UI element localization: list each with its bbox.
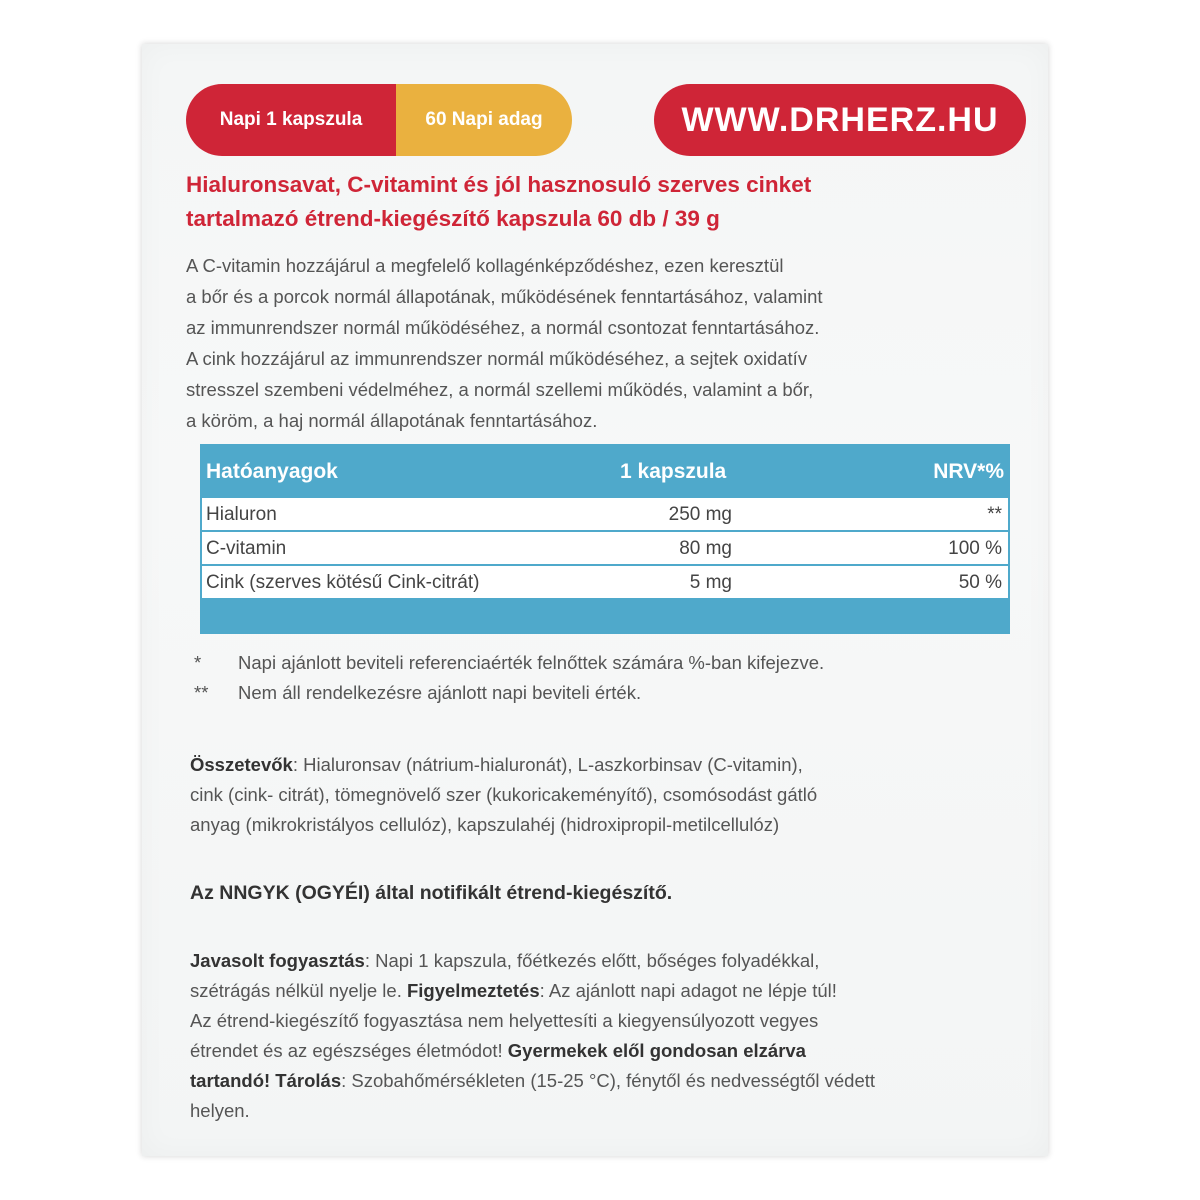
product-description: [186, 250, 1026, 436]
ingredients-line: anyag (mikrokristályos cellulóz), kapszulahéj (hidroxipropil-metilcellulóz): [190, 814, 780, 835]
usage-text: : Az ajánlott napi adagot ne lépje túl!: [539, 980, 837, 1001]
usage-label: Javasolt fogyasztás: [190, 950, 365, 971]
usage-line: [190, 1066, 1030, 1096]
title-line: Hialuronsavat, C-vitamint és jól hasznosuló szerves cinket: [186, 172, 812, 197]
description-line: A C-vitamin hozzájárul a megfelelő kollagénképződéshez, ezen keresztül: [186, 255, 784, 276]
ingredients-line: [190, 750, 1010, 780]
footnote-mark: **: [194, 682, 209, 703]
ingredients-line: cink (cink- citrát), tömegnövelő szer (kukoricakeményítő), csomósodást gátló: [190, 784, 818, 805]
header-nrv: NRV*%: [933, 460, 1004, 483]
cell-nrv: **: [987, 504, 1002, 525]
table-header: [202, 446, 1008, 498]
footnote-mark: *: [194, 652, 202, 673]
cell-amount: 5 mg: [689, 572, 732, 593]
cell-amount: 250 mg: [668, 504, 732, 525]
daily-doses-badge: 60 Napi adag: [396, 84, 572, 156]
nutrition-table: [200, 444, 1010, 634]
usage-line: [190, 976, 1030, 1006]
footnote: [194, 678, 1014, 708]
header-active-ingredients: Hatóanyagok: [206, 460, 338, 483]
description-line: az immunrendszer normál működéséhez, a normál csontozat fenntartásához.: [186, 317, 820, 338]
footnote: [194, 648, 1014, 678]
ingredients-text: : Hialuronsav (nátrium-hialuronát), L-aszkorbinsav (C-vitamin),: [292, 754, 803, 775]
table-row: [202, 532, 1008, 566]
usage-line: [190, 946, 1030, 976]
description-line: a köröm, a haj normál állapotának fenntartásához.: [186, 410, 598, 431]
storage-label: tartandó! Tárolás: [190, 1070, 342, 1091]
table-row: [202, 498, 1008, 532]
usage-line: [190, 1036, 1030, 1066]
usage-text: : Napi 1 kapszula, főétkezés előtt, bőséges folyadékkal,: [364, 950, 820, 971]
notification-statement: Az NNGYK (OGYÉI) által notifikált étrend-kiegészítő.: [190, 882, 673, 904]
footnotes: [194, 648, 1014, 708]
cell-ingredient: C-vitamin: [206, 538, 287, 559]
usage-line: helyen.: [190, 1100, 250, 1121]
header-per-capsule: 1 kapszula: [620, 460, 727, 483]
cell-nrv: 50 %: [958, 572, 1002, 593]
ingredients-label: Összetevők: [190, 754, 293, 775]
product-title: [186, 168, 1026, 236]
description-line: A cink hozzájárul az immunrendszer normál működéséhez, a sejtek oxidatív: [186, 348, 808, 369]
cell-amount: 80 mg: [679, 538, 732, 559]
child-warning-label: Gyermekek elől gondosan elzárva: [507, 1040, 806, 1061]
table-footer-bar: [202, 600, 1008, 634]
usage-text: étrendet és az egészséges életmódot!: [190, 1040, 508, 1061]
website-link[interactable]: WWW.DRHERZ.HU: [654, 84, 1026, 156]
footnote-text: Napi ajánlott beviteli referenciaérték felnőttek számára %-ban kifejezve.: [238, 652, 825, 673]
title-line: tartalmazó étrend-kiegészítő kapszula 60 db / 39 g: [186, 206, 720, 231]
description-line: a bőr és a porcok normál állapotának, működésének fenntartásához, valamint: [186, 286, 823, 307]
usage-section: [190, 946, 1030, 1126]
table-row: [202, 566, 1008, 600]
warning-label: Figyelmeztetés: [406, 980, 540, 1001]
usage-line: Az étrend-kiegészítő fogyasztása nem helyettesíti a kiegyensúlyozott vegyes: [190, 1010, 819, 1031]
cell-ingredient: Hialuron: [206, 504, 277, 525]
description-line: stresszel szembeni védelméhez, a normál szellemi működés, valamint a bőr,: [186, 379, 814, 400]
usage-text: : Szobahőmérsékleten (15-25 °C), fénytől és nedvességtől védett: [341, 1070, 876, 1091]
ingredients-section: [190, 750, 1010, 840]
daily-capsule-badge: Napi 1 kapszula: [186, 84, 396, 156]
product-box: [142, 44, 1048, 1156]
cell-ingredient: Cink (szerves kötésű Cink-citrát): [206, 572, 480, 593]
footnote-text: Nem áll rendelkezésre ajánlott napi beviteli érték.: [238, 682, 642, 703]
usage-text: szétrágás nélkül nyelje le.: [190, 980, 407, 1001]
cell-nrv: 100 %: [948, 538, 1002, 559]
